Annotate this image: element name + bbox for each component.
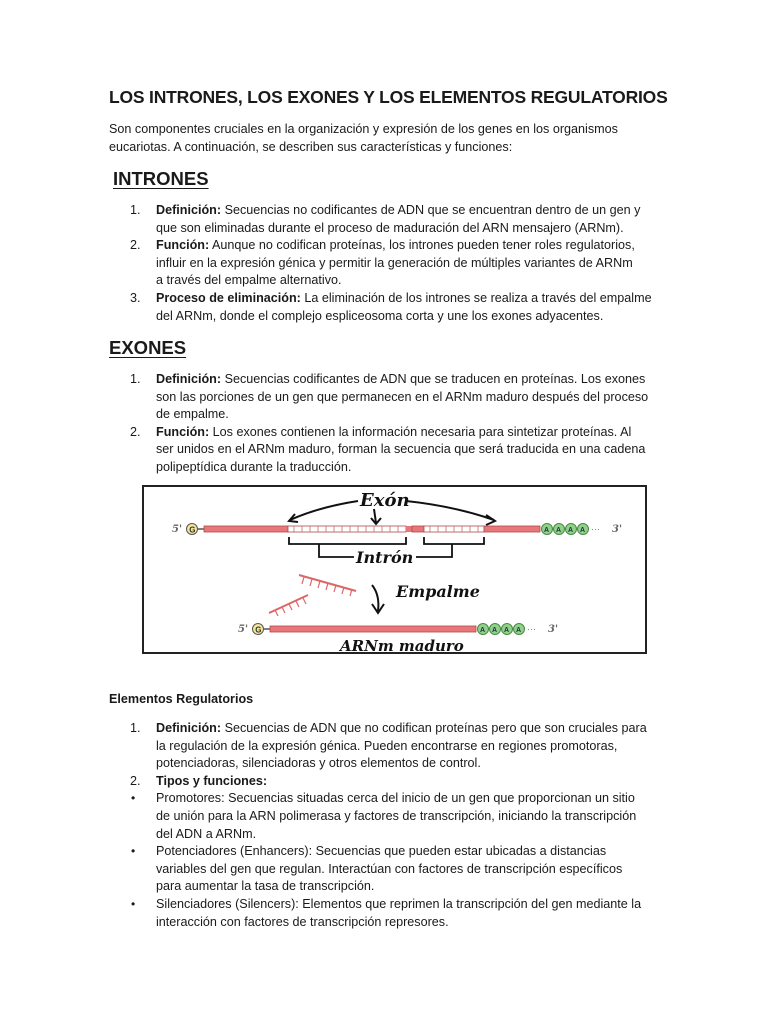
item-label: Tipos y funciones: xyxy=(156,773,268,788)
item-text: a través del empalme alternativo. xyxy=(156,273,342,288)
bullet-item xyxy=(109,896,669,931)
bullet-text: Silenciadores (Silencers): Elementos que reprimen la transcripción del gen mediante la xyxy=(156,896,642,911)
item-text: Aunque no codifican proteínas, los intrones pueden tener roles regulatorios, xyxy=(209,238,635,253)
cap-label: G xyxy=(189,525,196,535)
bullet-icon: • xyxy=(131,896,136,911)
bullet-text: del ADN a ARNm. xyxy=(156,826,257,841)
exon-arrow-left xyxy=(290,501,358,520)
svg-text:A: A xyxy=(516,627,522,634)
excised-intron xyxy=(269,595,308,616)
document-title: LOS INTRONES, LOS EXONES Y LOS ELEMENTOS REGULATORIOS xyxy=(109,87,668,107)
intro-line: Son componentes cruciales en la organización y expresión de los genes en los organismos xyxy=(109,122,618,136)
bullet-text: interacción con factores de transcripción represores. xyxy=(156,914,449,929)
item-text: del ARNm, donde el complejo espliceosoma corta y une los exones adyacentes. xyxy=(156,308,604,323)
intro-line: eucariotas. A continuación, se describen sus características y funciones: xyxy=(109,139,513,154)
list-item xyxy=(109,202,669,237)
bullet-text: Potenciadores (Enhancers): Secuencias que pueden estar ubicadas a distancias xyxy=(156,844,607,859)
regulatorios-list xyxy=(109,720,669,931)
bullet-text: Promotores: Secuencias situadas cerca del inicio de un gen que proporcionan un sitio xyxy=(156,791,635,806)
exon-arrow-right xyxy=(406,501,494,520)
bullet-text: de unión para la ARN polimerasa y factores de transcripción, iniciando la transcripción xyxy=(156,808,637,823)
three-prime-label: 3' xyxy=(548,624,559,635)
item-number: 3. xyxy=(130,290,141,305)
item-text: ser unidos en el ARNm maduro, forman la secuencia que será traducida en una cadena xyxy=(156,442,646,457)
item-label: Definición: xyxy=(156,721,222,735)
item-number: 2. xyxy=(130,424,141,439)
cap-label: G xyxy=(255,625,262,635)
item-label: Función: xyxy=(156,238,210,253)
item-text: la regulación de la expresión génica. Pueden encontrarse en regiones promotoras, xyxy=(156,738,618,753)
intron-bracket xyxy=(424,537,484,544)
item-text: Los exones contienen la información necesaria para sintetizar proteínas. Al xyxy=(209,424,632,439)
intro-paragraph xyxy=(109,121,669,156)
mature-mrna-strand xyxy=(270,626,476,632)
bullet-item xyxy=(109,790,669,843)
item-number: 1. xyxy=(130,203,141,217)
tail-dots: ··· xyxy=(591,524,600,534)
list-item xyxy=(109,290,669,325)
svg-text:A: A xyxy=(544,527,550,534)
svg-text:A: A xyxy=(556,527,562,534)
poly-a-tail xyxy=(478,624,525,635)
intron-bracket xyxy=(289,537,406,544)
list-item xyxy=(109,371,669,424)
regulatorios-heading: Elementos Regulatorios xyxy=(109,692,254,706)
exon-label: Exón xyxy=(360,490,410,511)
bullet-icon: • xyxy=(131,791,136,806)
item-number: 2. xyxy=(130,238,141,253)
item-label: Definición: xyxy=(156,203,222,217)
three-prime-label: 3' xyxy=(612,524,623,535)
intron-segment xyxy=(288,526,406,532)
list-item xyxy=(109,237,669,290)
item-label: Función: xyxy=(156,424,210,439)
item-number: 1. xyxy=(130,372,141,386)
item-text: influir en la expresión génica y permitir la generación de múltiples variantes de ARNm xyxy=(156,255,633,270)
list-item xyxy=(109,720,669,773)
intrones-list xyxy=(109,202,669,325)
item-text: La eliminación de los intrones se realiza a través del empalme xyxy=(300,290,652,305)
bullet-icon: • xyxy=(131,844,136,859)
bullet-text: para aumentar la tasa de transcripción. xyxy=(156,879,375,894)
item-label: Proceso de eliminación: xyxy=(156,290,301,305)
bullet-text: variables del gen que regulan. Interactúan con factores de transcripción específicos xyxy=(156,861,623,876)
item-text: Secuencias codificantes de ADN que se traducen en proteínas. Los exones xyxy=(221,372,646,386)
item-text: son las porciones de un gen que permanecen en el ARNm maduro después del proceso xyxy=(156,389,649,404)
poly-a-tail xyxy=(542,524,589,535)
item-text: de empalme. xyxy=(156,407,229,422)
item-text: polipeptídica durante la traducción. xyxy=(156,459,352,474)
exones-heading: EXONES xyxy=(109,337,187,358)
item-text: que son eliminadas durante el proceso de maduración del ARN mensajero (ARNm). xyxy=(156,220,624,235)
list-item xyxy=(109,424,669,477)
exon-segment xyxy=(412,526,424,532)
excised-intron xyxy=(299,575,356,596)
list-item xyxy=(109,773,669,791)
intrones-heading: INTRONES xyxy=(113,168,209,189)
item-text: potenciadoras, silenciadoras y otros elementos de control. xyxy=(156,756,481,771)
intron-label: Intrón xyxy=(356,548,414,567)
svg-text:A: A xyxy=(568,527,574,534)
five-prime-label: 5' xyxy=(238,624,249,635)
item-text: Secuencias no codificantes de ADN que se encuentran dentro de un gen y xyxy=(221,203,641,217)
svg-text:A: A xyxy=(504,627,510,634)
tail-dots: ··· xyxy=(527,624,536,634)
exon-segment xyxy=(484,526,540,532)
svg-text:A: A xyxy=(480,627,486,634)
mature-mrna-label: ARNm maduro xyxy=(340,637,464,652)
item-label: Definición: xyxy=(156,372,222,386)
item-text: Secuencias de ADN que no codifican proteínas pero que son cruciales para xyxy=(221,721,647,735)
arrowhead xyxy=(486,515,495,525)
five-prime-label: 5' xyxy=(172,524,183,535)
item-number: 1. xyxy=(130,721,141,735)
item-number: 2. xyxy=(130,773,141,788)
exones-list xyxy=(109,371,669,477)
bullet-item xyxy=(109,843,669,896)
splicing-diagram xyxy=(142,485,647,654)
exon-segment xyxy=(204,526,288,532)
splice-label: Empalme xyxy=(396,582,480,601)
svg-text:A: A xyxy=(580,527,586,534)
svg-text:A: A xyxy=(492,627,498,634)
splicing-svg xyxy=(144,487,645,652)
